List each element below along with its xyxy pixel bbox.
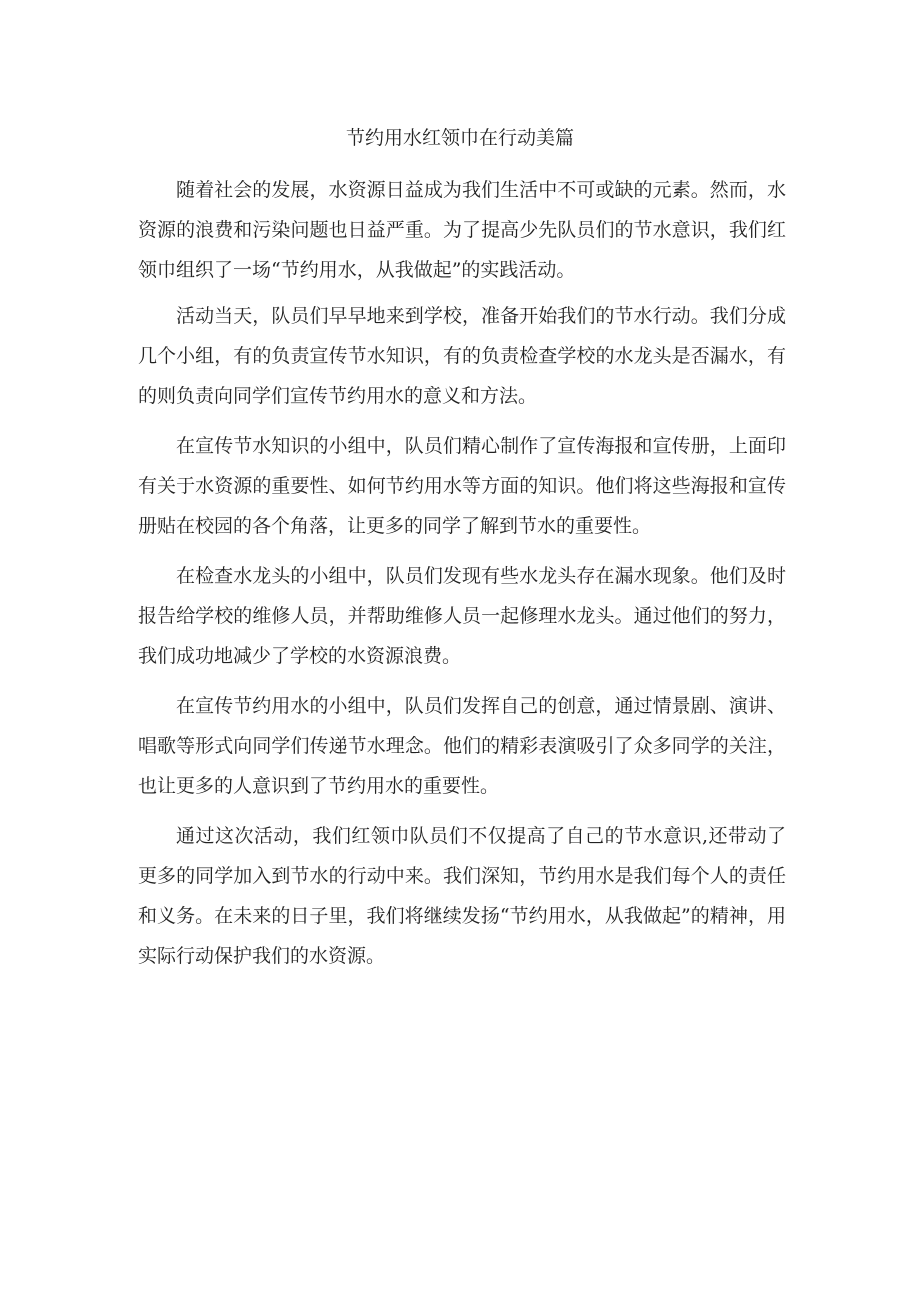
- paragraph-faucet-group: 在检查水龙头的小组中，队员们发现有些水龙头存在漏水现象。他们及时报告给学校的维修人员，并帮助维修人员一起修理水龙头。通过他们的努力，我们成功地减少了学校的水资源浪费。: [138, 565, 786, 667]
- document-body: [138, 170, 786, 986]
- paragraph-promotion-group: 在宣传节约用水的小组中，队员们发挥自己的创意，通过情景剧、演讲、唱歌等形式向同学们传递节水理念。他们的精彩表演吸引了众多同学的关注，也让更多的人意识到了节约用水的重要性。: [138, 695, 786, 797]
- paragraph-knowledge-group: 在宣传节水知识的小组中，队员们精心制作了宣传海报和宣传册，上面印有关于水资源的重要性、如何节约用水等方面的知识。他们将这些海报和宣传册贴在校园的各个角落，让更多的同学了解到节水的重要性。: [138, 435, 786, 537]
- paragraph-conclusion: 通过这次活动，我们红领巾队员们不仅提高了自己的节水意识,还带动了更多的同学加入到节水的行动中来。我们深知，节约用水是我们每个人的责任和义务。在未来的日子里，我们将继续发扬“节约用水，从我做起”的精神，用实际行动保护我们的水资源。: [138, 825, 786, 967]
- paragraph-activity-day: 活动当天，队员们早早地来到学校，准备开始我们的节水行动。我们分成几个小组，有的负责宣传节水知识，有的负责检查学校的水龙头是否漏水，有的则负责向同学们宣传节约用水的意义和方法。: [138, 305, 786, 407]
- paragraph-intro: 随着社会的发展，水资源日益成为我们生活中不可或缺的元素。然而，水资源的浪费和污染问题也日益严重。为了提高少先队员们的节水意识，我们红领巾组织了一场“节约用水，从我做起”的实践活动。: [138, 179, 786, 281]
- document-title: 节约用水红领巾在行动美篇: [345, 127, 574, 149]
